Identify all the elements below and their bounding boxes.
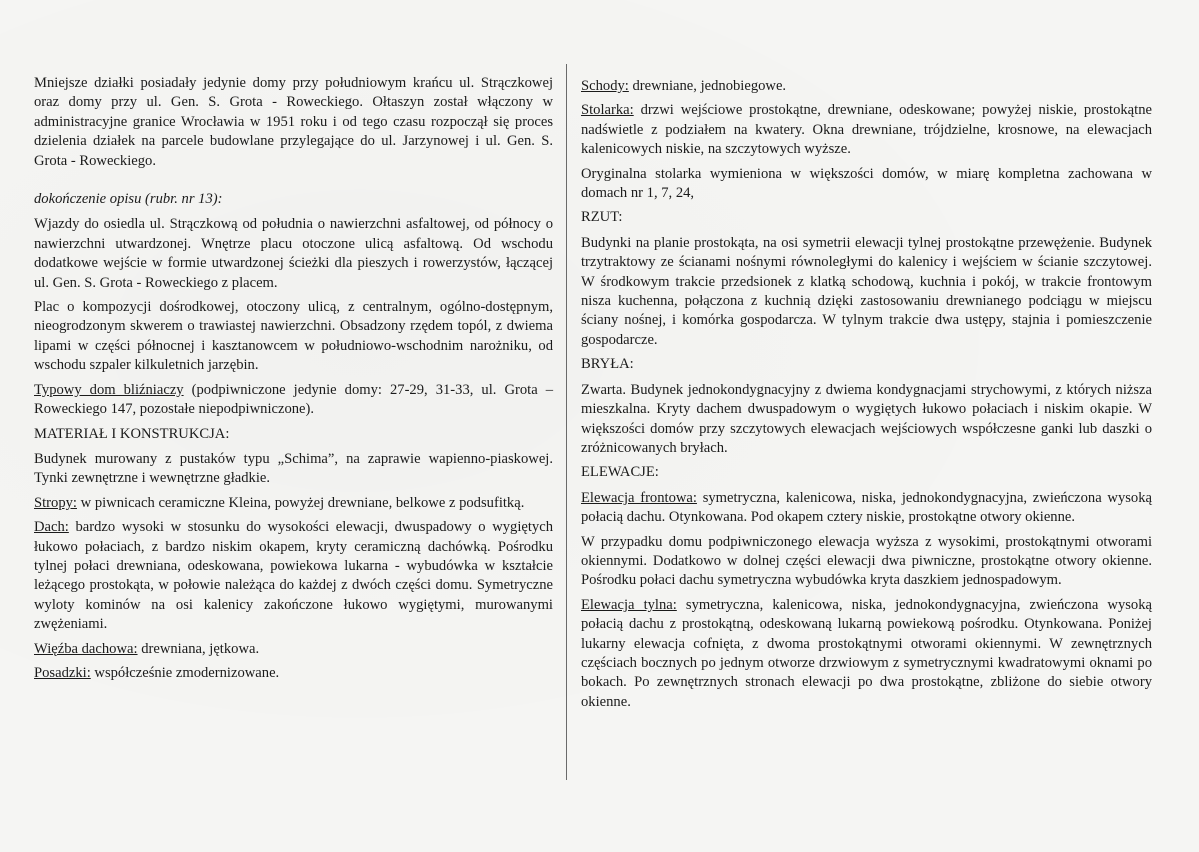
massing-paragraph: Zwarta. Budynek jednokondygnacyjny z dwiema kondygnacjami strychowymi, z których niższa mieszkalna. Kryty dachem dwuspadowym o wygiętych łukowo połaciach i niskim okapie. W większości domów przy szczytowych elewacjach wejściowych współczesne ganki lub daszki o zróżnicowanych bryłach. [581,381,1152,456]
rear-elevation-label: Elewacja tylna: [581,596,677,613]
material-heading: MATERIAŁ I KONSTRUKCJA: [34,425,230,442]
massing-heading: BRYŁA: [581,356,634,373]
column-divider [566,64,567,780]
typical-house-label: Typowy dom bliźniaczy [34,381,184,398]
floors-text: współcześnie zmodernizowane. [90,664,280,681]
stairs-label: Schody: [581,78,629,94]
roof-paragraph [34,518,553,634]
typical-house-paragraph [34,381,553,420]
floors-label: Posadzki: [34,664,91,681]
ceilings-label: Stropy: [34,494,77,511]
stairs-text: drewniane, jednobiegowe. [628,78,787,94]
joinery-text: drzwi wejściowe prostokątne, drewniane, odeskowane; powyżej niskie, prostokątne nadświetle z podziałem na kwatery. Okna drewniane, trójdzielne, krosnowe, na elewacjach kalenicowych niskie, na szczytowych wyższe. [581,102,1152,158]
plan-heading: RZUT: [581,209,623,226]
original-joinery-paragraph: Oryginalna stolarka wymieniona w większości domów, w miarę kompletna zachowana w domach nr 1, 7, 24, [581,165,1152,202]
ceilings-paragraph [34,494,553,513]
rear-elevation-text: symetryczna, kalenicowa, niska, jednokondygnacyjna, zwieńczona wysoką połacią dachu z prostokątną, odeskowaną lukarną powiekową pośrodku. Otynkowana. Poniżej lukarny elewacja cofnięta, z dwoma prostokątnymi otworami okiennymi. W zewnętrznych częściach bocznych po jednym otworze drzwiowym z symetrycznymi kwadratowymi oknami po bokach. Po zewnętrznych stronach elewacji po dwa prostokątne, zbliżone do siebie otwory okienne. [581,596,1153,710]
continuation-heading: dokończenie opisu (rubr. nr 13): [34,191,223,208]
rear-elevation-paragraph [581,596,1152,712]
material-paragraph: Budynek murowany z pustaków typu „Schima”, na zaprawie wapienno-piaskowej. Tynki zewnętrzne i wewnętrzne gładkie. [34,450,553,487]
right-column [581,77,1152,717]
entrances-paragraph: Wjazdy do osiedla ul. Strączkową od południa o nawierzchni asfaltowej, od północy o nawierzchni utwardzonej. Wnętrze placu otoczone ulicą asfaltową. Od wschodu dodatkowe wejście w formie utwardzonej ścieżki dla pieszych i rowerzystów, łączącej ul. Gen. S. Grota - Roweckiego z placem. [34,216,553,291]
plan-paragraph: Budynki na planie prostokąta, na osi symetrii elewacji tylnej prostokątne przewężenie. Budynek trzytraktowy ze ścianami nośnymi równoległymi do kalenicy i wejściem w ścianie szczytowej. W środkowym trakcie przedsionek z klatką schodową, kuchnia i pokój, w trakcie frontowym nisza kuchenna, połączona z kuchnią dzięki zastosowaniu drewnianego podciągu w miejscu ściany nośnej, i komórka gospodarcza. W tylnym trakcie dwa ustępy, stajnia i pomieszczenie gospodarcze. [581,234,1152,348]
front-elevation-paragraph [581,489,1152,528]
roof-label: Dach: [34,519,69,536]
truss-label: Więźba dachowa: [34,640,138,657]
basement-house-paragraph: W przypadku domu podpiwniczonego elewacja wyższa z wysokimi, prostokątnymi otworami okiennymi. Dodatkowo w dolnej części elewacji dwa piwniczne, prostokątne otwory okienne. Pośrodku połaci dachu symetryczna wybudówka kryta daszkiem jednospadowym. [581,533,1152,589]
roof-text: bardzo wysoki w stosunku do wysokości elewacji, dwuspadowy o wygiętych łukowo połaciach, z bardzo niskim okapem, kryty ceramiczną dachówką. Pośrodku tylnej połaci drewniana, odeskowana, powiekowa lukarna - wybudówka w kształcie leżącego prostokąta, w połowie należąca do każdej z dwóch części domu. Symetryczne wyloty kominów na osi kalenicy zakończone łukowo wygiętymi, murowanymi zwężeniami. [34,519,553,633]
joinery-label: Stolarka: [581,102,634,119]
truss-paragraph [34,640,553,659]
intro-paragraph: Mniejsze działki posiadały jedynie domy przy południowym krańcu ul. Strączkowej oraz domy przy ul. Gen. S. Grota - Roweckiego. Ołtaszyn został włączony w administracyjne granice Wrocławia w 1951 roku i od tego czasu rozpoczął się proces dzielenia działek na parcele budowlane przylegające do ul. Jarzynowej i ul. Gen. S. Grota - Roweckiego. [34,75,553,169]
stairs-paragraph [581,77,1152,96]
elevations-heading: ELEWACJE: [581,464,659,481]
square-paragraph: Plac o kompozycji dośrodkowej, otoczony ulicą, z centralnym, ogólno-dostępnym, nieogrodzonym skwerem o trawiastej nawierzchni. Obsadzony rzędem topól, z dwiema lipami w części północnej i kasztanowcem w południowo-wschodnim narożniku, od wschodu szpaler kilkuletnich jarzębin. [34,299,553,374]
ceilings-text: w piwnicach ceramiczne Kleina, powyżej drewniane, belkowe z podsufitką. [76,494,525,511]
typical-house-text: (podpiwniczone jedynie domy: 27-29, 31-33, ul. Grota –Roweckiego 147, pozostałe niepodpiwniczone). [34,381,554,418]
front-elevation-label: Elewacja frontowa: [581,489,697,506]
left-column [34,74,553,688]
floors-paragraph [34,664,553,683]
front-elevation-text: symetryczna, kalenicowa, niska, jednokondygnacyjna, zwieńczona wysoką połacią dachu. Otynkowana. Pod okapem cztery niskie, prostokątne otwory okienne. [581,489,1152,526]
joinery-paragraph [581,101,1152,159]
truss-text: drewniana, jętkowa. [137,640,260,657]
